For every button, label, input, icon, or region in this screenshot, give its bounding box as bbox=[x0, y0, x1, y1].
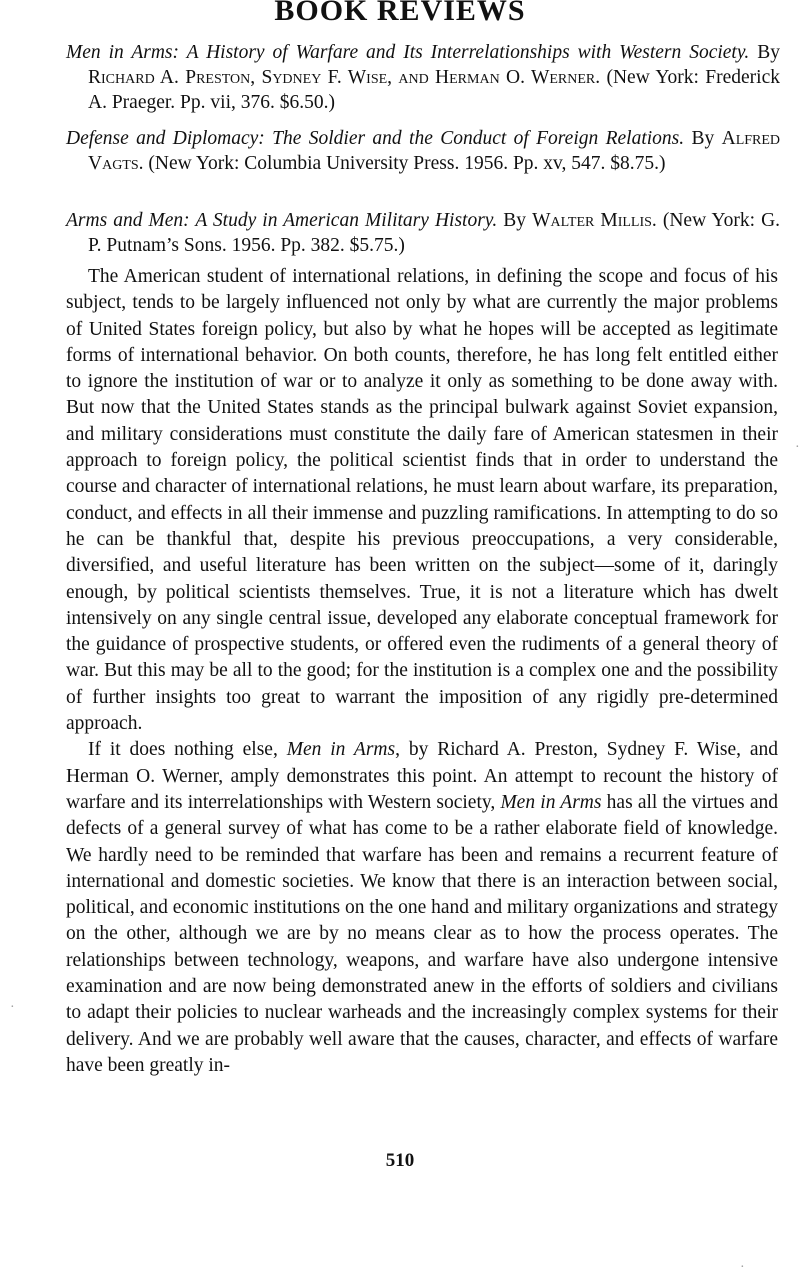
book-citation bbox=[66, 40, 780, 115]
book-title: Defense and Diplomacy: The Soldier and the Conduct of Foreign Relations. bbox=[66, 128, 685, 149]
text-span: has all the virtues and defects of a general survey of what has come to be a rather elaborate field of knowledge. We hardly need to be reminded that warfare has been and remains a recurrent feature of international and domestic societies. We know that there is an interaction between social, political, and economic institutions on the one hand and military organizations and strategy on the other, although we are by no means clear as to how the process operates. The relationships between technology, weapons, and warfare have also undergone intensive examination and are now being demonstrated anew in the efforts of soldiers and civilians to adapt their policies to nuclear warheads and the increasingly complex systems for their delivery. And we are probably well aware that the causes, character, and effects of warfare have been greatly in- bbox=[66, 791, 778, 1076]
book-citation bbox=[66, 208, 780, 258]
paragraph bbox=[66, 737, 778, 1079]
text-span: If it does nothing else, bbox=[88, 739, 278, 761]
citation-by: By bbox=[757, 42, 780, 63]
book-title: Men in Arms: A History of Warfare and Its Interrelationships with Western Society. bbox=[66, 42, 750, 63]
page-number: 510 bbox=[385, 1150, 415, 1171]
citation-by: By bbox=[503, 210, 527, 231]
review-body bbox=[66, 264, 778, 1079]
citation-by: By bbox=[691, 128, 715, 149]
book-authors: Walter Millis. bbox=[532, 210, 657, 231]
book-title-ref: Men in Arms bbox=[500, 791, 602, 813]
scan-mark: · bbox=[740, 1260, 745, 1275]
book-title: Arms and Men: A Study in American Military History. bbox=[66, 210, 498, 231]
scan-mark: · bbox=[10, 1000, 15, 1015]
text-span: , by Richard A. Preston, Sydney F. Wise, and Herman O. Werner, amply demonstrates this point. An attempt to recount the history of warfare and its interrelationships with Western society, bbox=[66, 739, 779, 813]
section-heading: BOOK REVIEWS bbox=[274, 0, 526, 27]
scan-mark: · bbox=[795, 440, 800, 455]
book-authors: Richard A. Preston, Sydney F. Wise, and Herman O. Werner. bbox=[88, 67, 601, 88]
book-title-ref: Men in Arms bbox=[286, 739, 396, 761]
book-authors: Alfred Vagts. bbox=[88, 128, 781, 174]
paragraph: The American student of international relations, in defining the scope and focus of his subject, tends to be largely influenced not only by what are currently the major problems of United States foreign policy, but also by what he hopes will be accepted as legitimate forms of international behavior. On both counts, therefore, he has long felt entitled either to ignore the institution of war or to analyze it only as something to be done away with. But now that the United States stands as the principal bulwark against Soviet expansion, and military considerations must constitute the daily fare of American statesmen in their approach to foreign policy, the political scientist finds that in order to understand the course and character of international relations, he must learn about warfare, its preparation, conduct, and effects in all their immense and puzzling ramifications. In attempting to do so he can be thankful that, despite his previous preoccupations, a very considerable, diversified, and useful literature has been written on the subject—some of it, daringly enough, by political scientists themselves. True, it is not a literature which has dwelt intensively on any single central issue, developed any elaborate conceptual framework for the guidance of prospective students, or offered even the rudiments of a general theory of war. But this may be all to the good; for the institution is a complex one and the possibility of further insights too great to warrant the imposition of any rigidly pre-determined approach. bbox=[66, 266, 778, 735]
book-citation bbox=[66, 126, 780, 176]
publication-details: (New York: Columbia University Press. 1956. Pp. xv, 547. $8.75.) bbox=[148, 153, 666, 174]
publication-details: (New York: G. P. Putnam’s Sons. 1956. Pp. 382. $5.75.) bbox=[88, 210, 781, 256]
publication-details: (New York: Frederick A. Praeger. Pp. vii, 376. $6.50.) bbox=[88, 67, 780, 113]
